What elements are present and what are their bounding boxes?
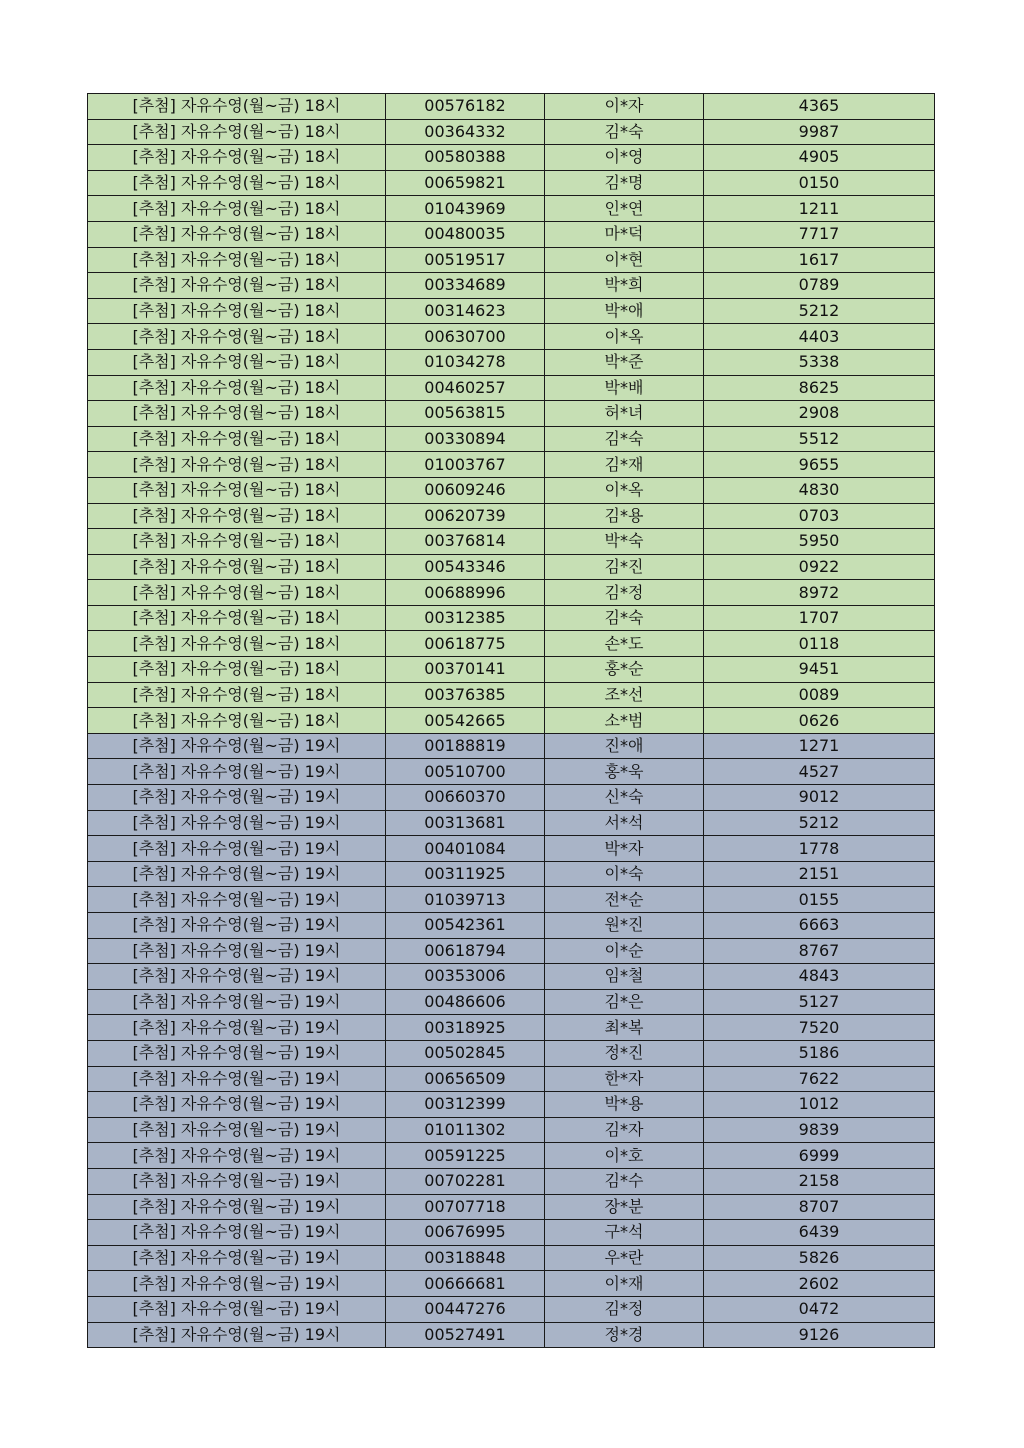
code-cell: 5212	[704, 298, 935, 324]
code-cell: 4830	[704, 477, 935, 503]
member-name-cell: 박*희	[545, 273, 704, 299]
member-id-cell: 01034278	[386, 349, 545, 375]
table-row	[88, 1040, 935, 1066]
member-id-cell: 00313681	[386, 810, 545, 836]
program-cell: [추첨] 자유수영(월~금) 18시	[88, 298, 386, 324]
member-name-cell: 김*재	[545, 452, 704, 478]
program-cell: [추첨] 자유수영(월~금) 18시	[88, 247, 386, 273]
table-row	[88, 759, 935, 785]
program-cell: [추첨] 자유수영(월~금) 19시	[88, 989, 386, 1015]
table-row	[88, 1066, 935, 1092]
table-row	[88, 170, 935, 196]
program-cell: [추첨] 자유수영(월~금) 18시	[88, 145, 386, 171]
program-cell: [추첨] 자유수영(월~금) 19시	[88, 733, 386, 759]
member-id-cell: 00591225	[386, 1143, 545, 1169]
table-row	[88, 938, 935, 964]
program-cell: [추첨] 자유수영(월~금) 19시	[88, 1271, 386, 1297]
code-cell: 5950	[704, 529, 935, 555]
table-row	[88, 605, 935, 631]
program-cell: [추첨] 자유수영(월~금) 19시	[88, 759, 386, 785]
member-id-cell: 00676995	[386, 1220, 545, 1246]
program-cell: [추첨] 자유수영(월~금) 19시	[88, 1040, 386, 1066]
code-cell: 8707	[704, 1194, 935, 1220]
member-id-cell: 00370141	[386, 657, 545, 683]
member-id-cell: 01003767	[386, 452, 545, 478]
code-cell: 5127	[704, 989, 935, 1015]
program-cell: [추첨] 자유수영(월~금) 18시	[88, 554, 386, 580]
member-name-cell: 신*숙	[545, 785, 704, 811]
program-cell: [추첨] 자유수영(월~금) 18시	[88, 529, 386, 555]
member-id-cell: 00543346	[386, 554, 545, 580]
member-id-cell: 00353006	[386, 964, 545, 990]
table-row	[88, 733, 935, 759]
program-cell: [추첨] 자유수영(월~금) 19시	[88, 810, 386, 836]
member-id-cell: 00563815	[386, 401, 545, 427]
table-row	[88, 1322, 935, 1348]
program-cell: [추첨] 자유수영(월~금) 19시	[88, 1143, 386, 1169]
program-cell: [추첨] 자유수영(월~금) 18시	[88, 657, 386, 683]
program-cell: [추첨] 자유수영(월~금) 18시	[88, 452, 386, 478]
program-cell: [추첨] 자유수영(월~금) 19시	[88, 785, 386, 811]
table-row	[88, 452, 935, 478]
table-row	[88, 1245, 935, 1271]
member-name-cell: 이*호	[545, 1143, 704, 1169]
table-row	[88, 1143, 935, 1169]
member-name-cell: 임*철	[545, 964, 704, 990]
code-cell: 1211	[704, 196, 935, 222]
member-name-cell: 박*숙	[545, 529, 704, 555]
code-cell: 0703	[704, 503, 935, 529]
code-cell: 2602	[704, 1271, 935, 1297]
table-row	[88, 785, 935, 811]
table-row	[88, 810, 935, 836]
code-cell: 6439	[704, 1220, 935, 1246]
program-cell: [추첨] 자유수영(월~금) 19시	[88, 1168, 386, 1194]
program-cell: [추첨] 자유수영(월~금) 19시	[88, 1194, 386, 1220]
table-row	[88, 247, 935, 273]
table-row	[88, 349, 935, 375]
code-cell: 9451	[704, 657, 935, 683]
member-name-cell: 김*은	[545, 989, 704, 1015]
member-id-cell: 00630700	[386, 324, 545, 350]
code-cell: 1271	[704, 733, 935, 759]
program-cell: [추첨] 자유수영(월~금) 19시	[88, 1296, 386, 1322]
code-cell: 0118	[704, 631, 935, 657]
member-name-cell: 김*수	[545, 1168, 704, 1194]
code-cell: 9839	[704, 1117, 935, 1143]
member-name-cell: 이*현	[545, 247, 704, 273]
code-cell: 2908	[704, 401, 935, 427]
member-id-cell: 00480035	[386, 221, 545, 247]
code-cell: 0155	[704, 887, 935, 913]
member-id-cell: 00519517	[386, 247, 545, 273]
member-name-cell: 홍*순	[545, 657, 704, 683]
member-name-cell: 김*숙	[545, 119, 704, 145]
member-name-cell: 이*옥	[545, 324, 704, 350]
member-name-cell: 진*애	[545, 733, 704, 759]
member-name-cell: 정*경	[545, 1322, 704, 1348]
member-id-cell: 01043969	[386, 196, 545, 222]
member-id-cell: 00620739	[386, 503, 545, 529]
code-cell: 0789	[704, 273, 935, 299]
member-id-cell: 00618775	[386, 631, 545, 657]
member-name-cell: 김*자	[545, 1117, 704, 1143]
member-name-cell: 김*진	[545, 554, 704, 580]
table-row	[88, 119, 935, 145]
code-cell: 4403	[704, 324, 935, 350]
member-name-cell: 허*녀	[545, 401, 704, 427]
member-name-cell: 김*용	[545, 503, 704, 529]
member-name-cell: 인*연	[545, 196, 704, 222]
program-cell: [추첨] 자유수영(월~금) 19시	[88, 1322, 386, 1348]
program-cell: [추첨] 자유수영(월~금) 18시	[88, 196, 386, 222]
member-name-cell: 김*명	[545, 170, 704, 196]
program-cell: [추첨] 자유수영(월~금) 19시	[88, 1092, 386, 1118]
code-cell: 0626	[704, 708, 935, 734]
member-name-cell: 이*영	[545, 145, 704, 171]
table-row	[88, 964, 935, 990]
program-cell: [추첨] 자유수영(월~금) 19시	[88, 887, 386, 913]
table-row	[88, 529, 935, 555]
table-row	[88, 401, 935, 427]
member-name-cell: 조*선	[545, 682, 704, 708]
table-row	[88, 1117, 935, 1143]
table-row	[88, 580, 935, 606]
lottery-results-table	[87, 93, 935, 1348]
table-row	[88, 221, 935, 247]
member-id-cell: 00656509	[386, 1066, 545, 1092]
program-cell: [추첨] 자유수영(월~금) 18시	[88, 324, 386, 350]
member-name-cell: 김*숙	[545, 426, 704, 452]
member-id-cell: 00318848	[386, 1245, 545, 1271]
program-cell: [추첨] 자유수영(월~금) 19시	[88, 1066, 386, 1092]
program-cell: [추첨] 자유수영(월~금) 18시	[88, 503, 386, 529]
member-id-cell: 00576182	[386, 94, 545, 120]
table-row	[88, 145, 935, 171]
program-cell: [추첨] 자유수영(월~금) 18시	[88, 401, 386, 427]
member-name-cell: 우*란	[545, 1245, 704, 1271]
table-row	[88, 1220, 935, 1246]
program-cell: [추첨] 자유수영(월~금) 19시	[88, 861, 386, 887]
member-id-cell: 00401084	[386, 836, 545, 862]
member-name-cell: 박*자	[545, 836, 704, 862]
member-id-cell: 00486606	[386, 989, 545, 1015]
member-id-cell: 00688996	[386, 580, 545, 606]
member-id-cell: 00376385	[386, 682, 545, 708]
member-id-cell: 00447276	[386, 1296, 545, 1322]
member-name-cell: 박*준	[545, 349, 704, 375]
program-cell: [추첨] 자유수영(월~금) 19시	[88, 836, 386, 862]
member-id-cell: 00527491	[386, 1322, 545, 1348]
code-cell: 2151	[704, 861, 935, 887]
program-cell: [추첨] 자유수영(월~금) 19시	[88, 913, 386, 939]
code-cell: 5186	[704, 1040, 935, 1066]
program-cell: [추첨] 자유수영(월~금) 19시	[88, 1245, 386, 1271]
table-row	[88, 1092, 935, 1118]
program-cell: [추첨] 자유수영(월~금) 18시	[88, 477, 386, 503]
table-row	[88, 989, 935, 1015]
code-cell: 9126	[704, 1322, 935, 1348]
member-id-cell: 00659821	[386, 170, 545, 196]
code-cell: 1778	[704, 836, 935, 862]
member-id-cell: 01039713	[386, 887, 545, 913]
member-id-cell: 00364332	[386, 119, 545, 145]
member-id-cell: 00702281	[386, 1168, 545, 1194]
member-id-cell: 00580388	[386, 145, 545, 171]
member-name-cell: 박*애	[545, 298, 704, 324]
table-row	[88, 324, 935, 350]
member-name-cell: 마*덕	[545, 221, 704, 247]
table-body	[88, 94, 935, 1348]
member-name-cell: 이*순	[545, 938, 704, 964]
member-id-cell: 00666681	[386, 1271, 545, 1297]
member-id-cell: 00460257	[386, 375, 545, 401]
code-cell: 5212	[704, 810, 935, 836]
member-id-cell: 00330894	[386, 426, 545, 452]
member-id-cell: 00318925	[386, 1015, 545, 1041]
member-id-cell: 00502845	[386, 1040, 545, 1066]
code-cell: 4905	[704, 145, 935, 171]
code-cell: 9987	[704, 119, 935, 145]
code-cell: 1707	[704, 605, 935, 631]
code-cell: 5338	[704, 349, 935, 375]
table-row	[88, 426, 935, 452]
member-id-cell: 00542361	[386, 913, 545, 939]
member-name-cell: 서*석	[545, 810, 704, 836]
member-id-cell: 00311925	[386, 861, 545, 887]
table-row	[88, 196, 935, 222]
member-id-cell: 00312399	[386, 1092, 545, 1118]
code-cell: 0472	[704, 1296, 935, 1322]
code-cell: 0089	[704, 682, 935, 708]
program-cell: [추첨] 자유수영(월~금) 18시	[88, 605, 386, 631]
member-name-cell: 원*진	[545, 913, 704, 939]
member-name-cell: 전*순	[545, 887, 704, 913]
member-id-cell: 00376814	[386, 529, 545, 555]
member-id-cell: 00609246	[386, 477, 545, 503]
member-id-cell: 00334689	[386, 273, 545, 299]
code-cell: 9655	[704, 452, 935, 478]
code-cell: 7520	[704, 1015, 935, 1041]
table-row	[88, 913, 935, 939]
program-cell: [추첨] 자유수영(월~금) 19시	[88, 938, 386, 964]
member-name-cell: 장*분	[545, 1194, 704, 1220]
program-cell: [추첨] 자유수영(월~금) 19시	[88, 1015, 386, 1041]
code-cell: 8767	[704, 938, 935, 964]
member-id-cell: 00660370	[386, 785, 545, 811]
program-cell: [추첨] 자유수영(월~금) 18시	[88, 170, 386, 196]
program-cell: [추첨] 자유수영(월~금) 18시	[88, 426, 386, 452]
table-row	[88, 554, 935, 580]
program-cell: [추첨] 자유수영(월~금) 18시	[88, 119, 386, 145]
member-id-cell: 00542665	[386, 708, 545, 734]
code-cell: 0922	[704, 554, 935, 580]
code-cell: 6999	[704, 1143, 935, 1169]
table-row	[88, 708, 935, 734]
member-id-cell: 00510700	[386, 759, 545, 785]
program-cell: [추첨] 자유수영(월~금) 19시	[88, 1220, 386, 1246]
program-cell: [추첨] 자유수영(월~금) 18시	[88, 273, 386, 299]
table-row	[88, 1168, 935, 1194]
table-row	[88, 682, 935, 708]
table-row	[88, 1015, 935, 1041]
member-name-cell: 김*숙	[545, 605, 704, 631]
code-cell: 8972	[704, 580, 935, 606]
code-cell: 7717	[704, 221, 935, 247]
table-row	[88, 836, 935, 862]
member-name-cell: 이*자	[545, 94, 704, 120]
member-name-cell: 김*정	[545, 1296, 704, 1322]
program-cell: [추첨] 자유수영(월~금) 19시	[88, 1117, 386, 1143]
program-cell: [추첨] 자유수영(월~금) 18시	[88, 580, 386, 606]
code-cell: 8625	[704, 375, 935, 401]
member-name-cell: 김*정	[545, 580, 704, 606]
code-cell: 4843	[704, 964, 935, 990]
table-row	[88, 503, 935, 529]
member-name-cell: 최*복	[545, 1015, 704, 1041]
code-cell: 9012	[704, 785, 935, 811]
table-row	[88, 631, 935, 657]
table-row	[88, 657, 935, 683]
program-cell: [추첨] 자유수영(월~금) 18시	[88, 375, 386, 401]
program-cell: [추첨] 자유수영(월~금) 18시	[88, 631, 386, 657]
code-cell: 4365	[704, 94, 935, 120]
code-cell: 2158	[704, 1168, 935, 1194]
member-name-cell: 이*재	[545, 1271, 704, 1297]
member-name-cell: 이*숙	[545, 861, 704, 887]
code-cell: 7622	[704, 1066, 935, 1092]
member-name-cell: 박*용	[545, 1092, 704, 1118]
program-cell: [추첨] 자유수영(월~금) 18시	[88, 682, 386, 708]
table-row	[88, 887, 935, 913]
table-row	[88, 1194, 935, 1220]
member-id-cell: 00314623	[386, 298, 545, 324]
code-cell: 0150	[704, 170, 935, 196]
code-cell: 1012	[704, 1092, 935, 1118]
code-cell: 5512	[704, 426, 935, 452]
member-id-cell: 00618794	[386, 938, 545, 964]
member-name-cell: 홍*욱	[545, 759, 704, 785]
member-name-cell: 소*범	[545, 708, 704, 734]
code-cell: 5826	[704, 1245, 935, 1271]
member-name-cell: 정*진	[545, 1040, 704, 1066]
member-id-cell: 00312385	[386, 605, 545, 631]
table-row	[88, 273, 935, 299]
table-row	[88, 477, 935, 503]
member-name-cell: 박*배	[545, 375, 704, 401]
member-name-cell: 이*옥	[545, 477, 704, 503]
table-row	[88, 1296, 935, 1322]
member-name-cell: 한*자	[545, 1066, 704, 1092]
table-row	[88, 1271, 935, 1297]
program-cell: [추첨] 자유수영(월~금) 18시	[88, 349, 386, 375]
member-name-cell: 구*석	[545, 1220, 704, 1246]
code-cell: 6663	[704, 913, 935, 939]
member-id-cell: 00707718	[386, 1194, 545, 1220]
code-cell: 4527	[704, 759, 935, 785]
program-cell: [추첨] 자유수영(월~금) 19시	[88, 964, 386, 990]
table-row	[88, 94, 935, 120]
code-cell: 1617	[704, 247, 935, 273]
member-id-cell: 01011302	[386, 1117, 545, 1143]
program-cell: [추첨] 자유수영(월~금) 18시	[88, 94, 386, 120]
table-row	[88, 375, 935, 401]
table-row	[88, 298, 935, 324]
program-cell: [추첨] 자유수영(월~금) 18시	[88, 221, 386, 247]
member-name-cell: 손*도	[545, 631, 704, 657]
table-row	[88, 861, 935, 887]
member-id-cell: 00188819	[386, 733, 545, 759]
program-cell: [추첨] 자유수영(월~금) 18시	[88, 708, 386, 734]
